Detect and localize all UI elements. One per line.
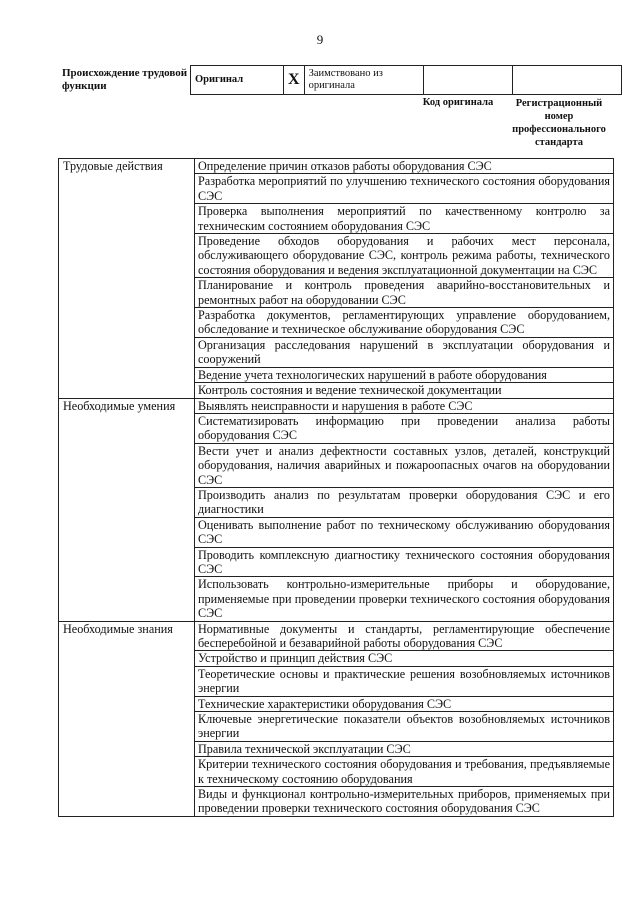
table-cell: Контроль состояния и ведение технической документации	[195, 383, 614, 398]
function-table	[58, 158, 614, 817]
table-cell: Определение причин отказов работы оборудования СЭС	[195, 159, 614, 174]
table-cell: Разработка мероприятий по улучшению технического состояния оборудования СЭС	[195, 174, 614, 204]
table-cell: Проводить комплексную диагностику технического состояния оборудования СЭС	[195, 547, 614, 577]
origin-label: Происхождение трудовой функции	[62, 67, 188, 92]
table-cell: Производить анализ по результатам проверки оборудования СЭС и его диагностики	[195, 487, 614, 517]
table-row	[59, 398, 614, 413]
table-cell: Проверка выполнения мероприятий по качественному контролю за техническим состоянием оборудования СЭС	[195, 204, 614, 234]
table-cell: Критерии технического состояния оборудования и требования, предъявляемые к техническому состоянию оборудования	[195, 757, 614, 787]
page-number: 9	[316, 32, 324, 47]
table-cell: Теоретические основы и практические решения возобновляемых источников энергии	[195, 666, 614, 696]
table-cell: Правила технической эксплуатации СЭС	[195, 741, 614, 756]
code-original-caption: Код оригинала	[422, 97, 494, 108]
section-label: Необходимые знания	[59, 621, 195, 816]
table-cell: Использовать контрольно-измерительные приборы и оборудование, применяемые при проведении проверки технического состояния оборудования СЭС	[195, 577, 614, 621]
table-cell: Организация расследования нарушений в эксплуатации оборудования и сооружений	[195, 337, 614, 367]
table-cell: Нормативные документы и стандарты, регламентирующие обеспечение бесперебойной и безаварийной работы оборудования СЭС	[195, 621, 614, 651]
table-cell: Вести учет и анализ дефектности составных узлов, деталей, конструкций оборудования, наличия аварийных и пожароопасных очагов на оборудовании СЭС	[195, 443, 614, 487]
table-cell: Выявлять неисправности и нарушения в работе СЭС	[195, 398, 614, 413]
code-original-cell	[423, 66, 512, 95]
table-cell: Проведение обходов оборудования и рабочих мест персонала, обслуживающего оборудование СЭС, контроль режима работы, технического состояния оборудования и ведения эксплуатационной документации на СЭС	[195, 234, 614, 278]
table-cell: Оценивать выполнение работ по техническому обслуживанию оборудования СЭС	[195, 517, 614, 547]
table-cell: Планирование и контроль проведения аварийно-восстановительных и ремонтных работ на оборудовании СЭС	[195, 278, 614, 308]
section-label: Трудовые действия	[59, 159, 195, 399]
reg-number-caption: Регистрационный номер профессионального стандарта	[512, 98, 606, 148]
table-cell: Технические характеристики оборудования СЭС	[195, 696, 614, 711]
reg-number-cell	[512, 66, 621, 95]
table-cell: Разработка документов, регламентирующих управление оборудованием, обследование и техническое обслуживание оборудования СЭС	[195, 308, 614, 338]
original-cell: Оригинал	[191, 66, 284, 95]
table-cell: Ключевые энергетические показатели объектов возобновляемых источников энергии	[195, 712, 614, 742]
table-cell: Систематизировать информацию при проведении анализа работы оборудования СЭС	[195, 413, 614, 443]
original-mark: X	[284, 66, 305, 95]
table-cell: Ведение учета технологических нарушений в работе оборудования	[195, 367, 614, 382]
table-row	[59, 159, 614, 174]
borrowed-cell: Заимствовано из оригинала	[304, 66, 423, 95]
section-label: Необходимые умения	[59, 398, 195, 621]
origin-table	[190, 65, 622, 95]
table-cell: Устройство и принцип действия СЭС	[195, 651, 614, 666]
table-cell: Виды и функционал контрольно-измерительных приборов, применяемых при проведении проверки технического состояния оборудования СЭС	[195, 787, 614, 817]
table-row	[59, 621, 614, 651]
